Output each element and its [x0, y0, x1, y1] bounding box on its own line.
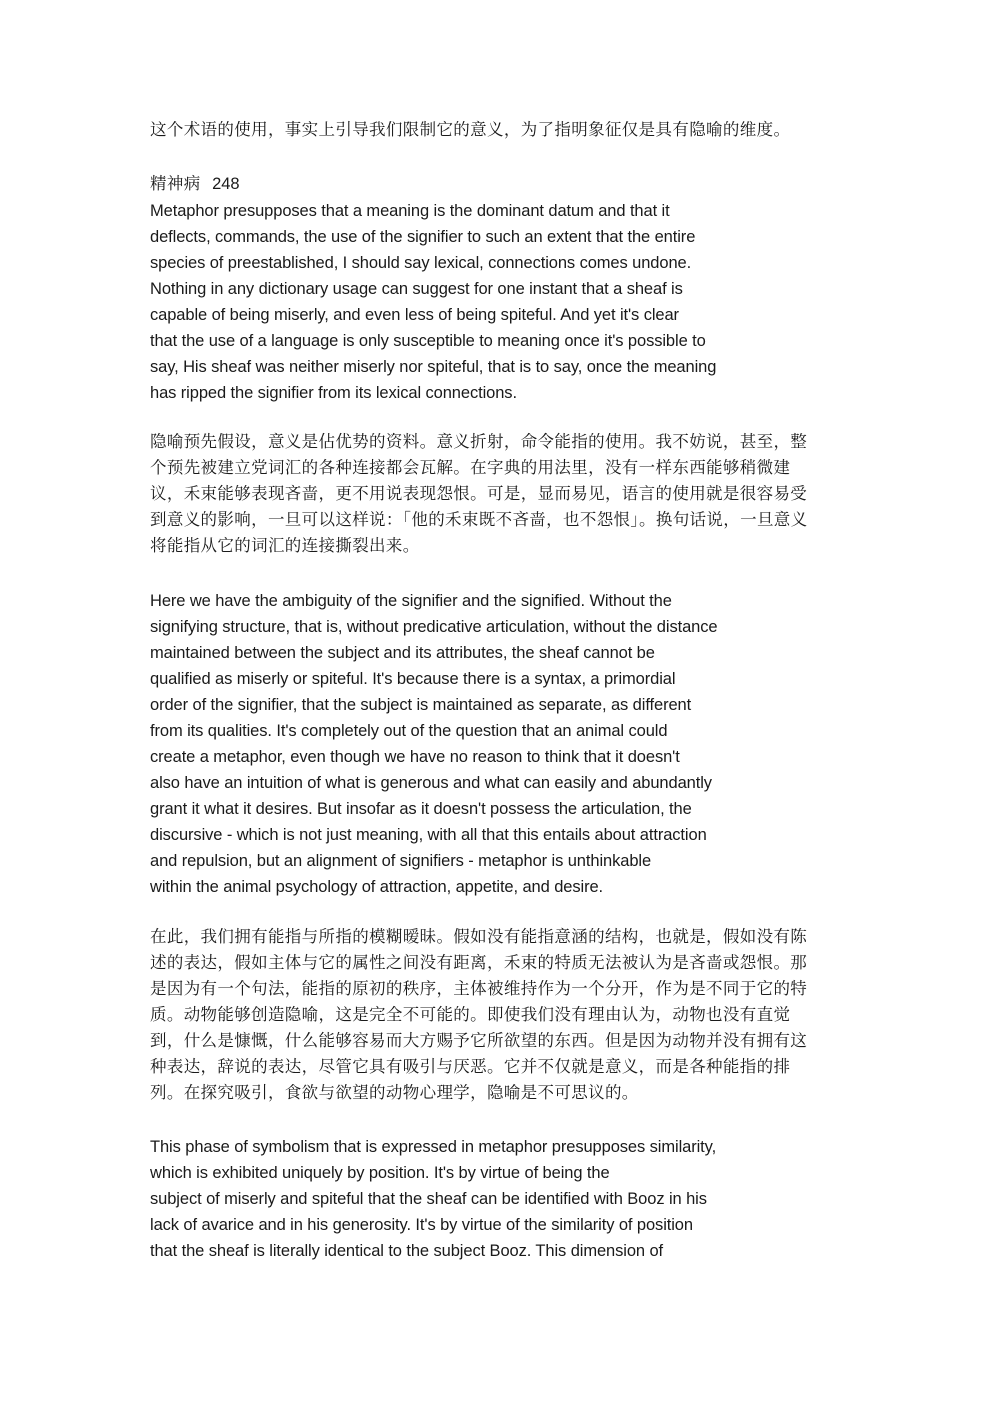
text-line: and repulsion, but an alignment of signifiers - metaphor is unthinkable	[150, 852, 652, 870]
text-line: discursive - which is not just meaning, with all that this entails about attraction	[150, 826, 707, 844]
text-line: Nothing in any dictionary usage can suggest for one instant that a sheaf is	[150, 280, 683, 298]
text-line: subject of miserly and spiteful that the sheaf can be identified with Booz in his	[150, 1190, 707, 1208]
text-line: 列。在探究吸引，食欲与欲望的动物心理学，隐喻是不可思议的。	[150, 1083, 639, 1102]
text-line: 是因为有一个句法，能指的原初的秩序，主体被维持作为一个分开，作为是不同于它的特	[150, 979, 808, 998]
text-line: that the sheaf is literally identical to the subject Booz. This dimension of	[150, 1242, 664, 1260]
intro-line: 这个术语的使用，事实上引导我们限制它的意义，为了指明象征仅是具有隐喻的维度。	[150, 120, 791, 139]
text-line: Metaphor presupposes that a meaning is the dominant datum and that it	[150, 202, 670, 220]
text-line: species of preestablished, I should say lexical, connections comes undone.	[150, 254, 692, 272]
text-line: also have an intuition of what is generous and what can easily and abundantly	[150, 774, 712, 792]
text-line: within the animal psychology of attraction, appetite, and desire.	[150, 878, 604, 896]
text-line: create a metaphor, even though we have no reason to think that it doesn't	[150, 748, 680, 766]
text-line: has ripped the signifier from its lexical connections.	[150, 384, 517, 402]
text-line: 到，什么是慷慨，什么能够容易而大方赐予它所欲望的东西。但是因为动物并没有拥有这	[150, 1031, 808, 1050]
text-line: 将能指从它的词汇的连接撕裂出来。	[150, 536, 420, 555]
text-line: 述的表达，假如主体与它的属性之间没有距离，禾束的特质无法被认为是吝啬或怨恨。那	[150, 953, 808, 972]
text-line: Here we have the ambiguity of the signifier and the signified. Without the	[150, 592, 672, 610]
text-line: 隐喻预先假设，意义是佔优势的资料。意义折射，命令能指的使用。我不妨说，甚至，整	[150, 432, 808, 451]
text-line: qualified as miserly or spiteful. It's because there is a syntax, a primordial	[150, 670, 676, 688]
text-line: 质。动物能够创造隐喻，这是完全不可能的。即使我们没有理由认为，动物也没有直觉	[150, 1005, 791, 1024]
text-line: signifying structure, that is, without predicative articulation, without the distance	[150, 618, 718, 636]
page-number: 248	[212, 175, 240, 193]
text-line: lack of avarice and in his generosity. It's by virtue of the similarity of position	[150, 1216, 693, 1234]
text-line: order of the signifier, that the subject is maintained as separate, as different	[150, 696, 692, 714]
text-line: grant it what it desires. But insofar as it doesn't possess the articulation, the	[150, 800, 692, 818]
text-line: capable of being miserly, and even less of being spiteful. And yet it's clear	[150, 306, 679, 324]
text-line: maintained between the subject and its attributes, the sheaf cannot be	[150, 644, 655, 662]
text-line: 在此，我们拥有能指与所指的模糊暧昧。假如没有能指意涵的结构，也就是，假如没有陈	[150, 927, 808, 946]
text-line: deflects, commands, the use of the signifier to such an extent that the entire	[150, 228, 696, 246]
text-line: 到意义的影响，一旦可以这样说：「他的禾束既不吝啬，也不怨恨」。换句话说，一旦意义	[150, 510, 808, 529]
text-line: This phase of symbolism that is expressed in metaphor presupposes similarity,	[150, 1138, 717, 1156]
section-title: 精神病	[150, 174, 201, 193]
text-line: that the use of a language is only susceptible to meaning once it's possible to	[150, 332, 706, 350]
text-line: say, His sheaf was neither miserly nor spiteful, that is to say, once the meaning	[150, 358, 717, 376]
text-line: 种表达，辞说的表达，尽管它具有吸引与厌恶。它并不仅就是意义，而是各种能指的排	[150, 1057, 791, 1076]
text-line: which is exhibited uniquely by position. It's by virtue of being the	[150, 1164, 610, 1182]
text-line: from its qualities. It's completely out of the question that an animal could	[150, 722, 668, 740]
text-line: 个预先被建立党词汇的各种连接都会瓦解。在字典的用法里，没有一样东西能够稍微建	[150, 458, 791, 477]
section-heading	[150, 171, 239, 197]
text-line: 议，禾束能够表现吝啬，更不用说表现怨恨。可是，显而易见，语言的使用就是很容易受	[150, 484, 808, 503]
